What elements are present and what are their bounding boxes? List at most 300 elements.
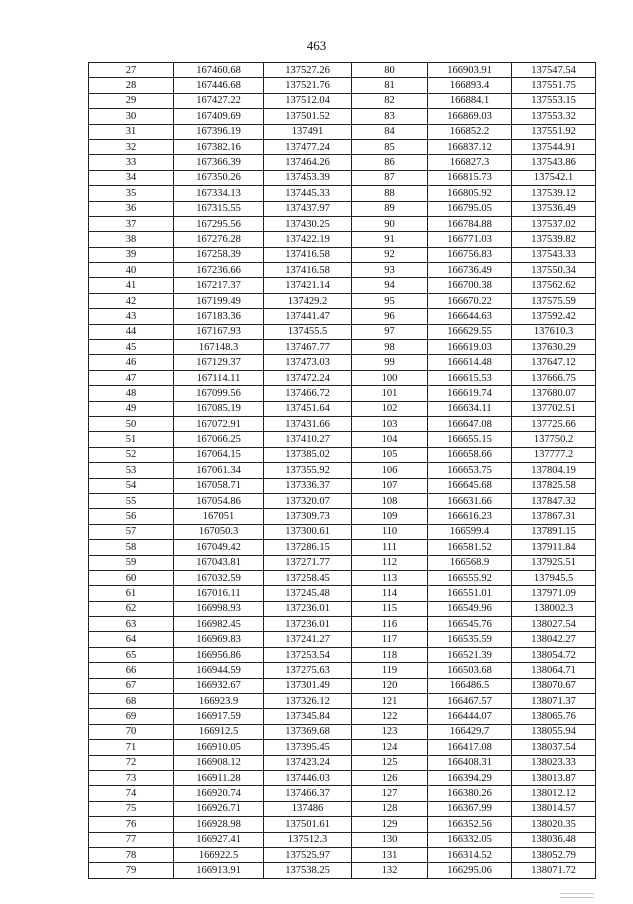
x-coordinate-right-cell: 166367.99 [428, 801, 512, 816]
point-number-right-cell: 86 [352, 155, 428, 170]
point-number-right-cell: 100 [352, 370, 428, 385]
y-coordinate-right-cell: 137562.62 [512, 278, 596, 293]
y-coordinate-left-cell: 137336.37 [264, 478, 352, 493]
x-coordinate-right-cell: 166645.68 [428, 478, 512, 493]
point-number-left-cell: 73 [89, 770, 174, 785]
point-number-right-cell: 113 [352, 570, 428, 585]
x-coordinate-left-cell: 166928.98 [174, 817, 264, 832]
y-coordinate-right-cell: 138002.3 [512, 601, 596, 616]
point-number-right-cell: 103 [352, 416, 428, 431]
x-coordinate-left-cell: 167061.34 [174, 463, 264, 478]
y-coordinate-left-cell: 137410.27 [264, 432, 352, 447]
point-number-left-cell: 50 [89, 416, 174, 431]
point-number-right-cell: 94 [352, 278, 428, 293]
point-number-right-cell: 122 [352, 709, 428, 724]
table-row [89, 617, 596, 632]
table-row [89, 155, 596, 170]
table-row [89, 647, 596, 662]
x-coordinate-left-cell: 166910.05 [174, 740, 264, 755]
y-coordinate-left-cell: 137300.61 [264, 524, 352, 539]
y-coordinate-right-cell: 137544.91 [512, 139, 596, 154]
y-coordinate-left-cell: 137441.47 [264, 309, 352, 324]
y-coordinate-left-cell: 137326.12 [264, 694, 352, 709]
table-row [89, 247, 596, 262]
y-coordinate-right-cell: 137592.42 [512, 309, 596, 324]
y-coordinate-right-cell: 137666.75 [512, 370, 596, 385]
point-number-left-cell: 37 [89, 216, 174, 231]
table-row [89, 93, 596, 108]
point-number-right-cell: 131 [352, 847, 428, 862]
table-row [89, 201, 596, 216]
y-coordinate-right-cell: 138054.72 [512, 647, 596, 662]
y-coordinate-left-cell: 137429.2 [264, 293, 352, 308]
point-number-right-cell: 98 [352, 340, 428, 355]
y-coordinate-left-cell: 137512.04 [264, 93, 352, 108]
point-number-left-cell: 61 [89, 586, 174, 601]
y-coordinate-right-cell: 137550.34 [512, 263, 596, 278]
table-row [89, 524, 596, 539]
y-coordinate-left-cell: 137345.84 [264, 709, 352, 724]
point-number-right-cell: 88 [352, 186, 428, 201]
y-coordinate-left-cell: 137445.33 [264, 186, 352, 201]
point-number-left-cell: 67 [89, 678, 174, 693]
point-number-right-cell: 101 [352, 386, 428, 401]
point-number-left-cell: 45 [89, 340, 174, 355]
point-number-left-cell: 52 [89, 447, 174, 462]
x-coordinate-left-cell: 166982.45 [174, 617, 264, 632]
y-coordinate-right-cell: 138012.12 [512, 786, 596, 801]
y-coordinate-right-cell: 138027.54 [512, 617, 596, 632]
x-coordinate-right-cell: 166670.22 [428, 293, 512, 308]
x-coordinate-left-cell: 166920.74 [174, 786, 264, 801]
y-coordinate-left-cell: 137421.14 [264, 278, 352, 293]
table-row [89, 139, 596, 154]
y-coordinate-left-cell: 137369.68 [264, 724, 352, 739]
point-number-right-cell: 129 [352, 817, 428, 832]
x-coordinate-right-cell: 166634.11 [428, 401, 512, 416]
y-coordinate-left-cell: 137525.97 [264, 847, 352, 862]
y-coordinate-right-cell: 137542.1 [512, 170, 596, 185]
point-number-right-cell: 82 [352, 93, 428, 108]
x-coordinate-right-cell: 166615.53 [428, 370, 512, 385]
table-row [89, 324, 596, 339]
point-number-right-cell: 112 [352, 555, 428, 570]
point-number-right-cell: 125 [352, 755, 428, 770]
y-coordinate-right-cell: 138014.57 [512, 801, 596, 816]
table-row [89, 432, 596, 447]
y-coordinate-right-cell: 137867.31 [512, 509, 596, 524]
y-coordinate-right-cell: 138013.87 [512, 770, 596, 785]
x-coordinate-right-cell: 166700.38 [428, 278, 512, 293]
x-coordinate-left-cell: 167350.26 [174, 170, 264, 185]
x-coordinate-left-cell: 167049.42 [174, 540, 264, 555]
y-coordinate-left-cell: 137385.02 [264, 447, 352, 462]
point-number-right-cell: 114 [352, 586, 428, 601]
x-coordinate-left-cell: 167114.11 [174, 370, 264, 385]
point-number-left-cell: 68 [89, 694, 174, 709]
y-coordinate-left-cell: 137477.24 [264, 139, 352, 154]
x-coordinate-left-cell: 167148.3 [174, 340, 264, 355]
y-coordinate-right-cell: 137551.92 [512, 124, 596, 139]
point-number-left-cell: 70 [89, 724, 174, 739]
y-coordinate-right-cell: 137847.32 [512, 493, 596, 508]
point-number-left-cell: 56 [89, 509, 174, 524]
x-coordinate-left-cell: 166926.71 [174, 801, 264, 816]
x-coordinate-left-cell: 166911.28 [174, 770, 264, 785]
y-coordinate-left-cell: 137512.3 [264, 832, 352, 847]
point-number-left-cell: 48 [89, 386, 174, 401]
point-number-right-cell: 93 [352, 263, 428, 278]
table-row [89, 770, 596, 785]
x-coordinate-left-cell: 167072.91 [174, 416, 264, 431]
table-row [89, 447, 596, 462]
x-coordinate-right-cell: 166655.15 [428, 432, 512, 447]
x-coordinate-right-cell: 166647.08 [428, 416, 512, 431]
y-coordinate-left-cell: 137501.61 [264, 817, 352, 832]
coordinates-table-body [89, 63, 596, 879]
point-number-right-cell: 128 [352, 801, 428, 816]
x-coordinate-left-cell: 166913.91 [174, 863, 264, 878]
table-row [89, 847, 596, 862]
point-number-right-cell: 89 [352, 201, 428, 216]
point-number-right-cell: 102 [352, 401, 428, 416]
x-coordinate-left-cell: 167016.11 [174, 586, 264, 601]
table-row [89, 186, 596, 201]
y-coordinate-left-cell: 137416.58 [264, 263, 352, 278]
point-number-left-cell: 75 [89, 801, 174, 816]
point-number-right-cell: 87 [352, 170, 428, 185]
point-number-right-cell: 108 [352, 493, 428, 508]
x-coordinate-left-cell: 167058.71 [174, 478, 264, 493]
x-coordinate-left-cell: 167043.81 [174, 555, 264, 570]
x-coordinate-right-cell: 166644.63 [428, 309, 512, 324]
y-coordinate-right-cell: 137925.51 [512, 555, 596, 570]
x-coordinate-right-cell: 166467.57 [428, 694, 512, 709]
point-number-left-cell: 27 [89, 63, 174, 78]
y-coordinate-left-cell: 137416.58 [264, 247, 352, 262]
table-row [89, 786, 596, 801]
y-coordinate-right-cell: 137553.15 [512, 93, 596, 108]
point-number-left-cell: 46 [89, 355, 174, 370]
x-coordinate-right-cell: 166568.9 [428, 555, 512, 570]
x-coordinate-left-cell: 166969.83 [174, 632, 264, 647]
y-coordinate-left-cell: 137245.48 [264, 586, 352, 601]
point-number-right-cell: 84 [352, 124, 428, 139]
x-coordinate-left-cell: 167032.59 [174, 570, 264, 585]
y-coordinate-right-cell: 138042.27 [512, 632, 596, 647]
point-number-right-cell: 109 [352, 509, 428, 524]
y-coordinate-left-cell: 137241.27 [264, 632, 352, 647]
table-row [89, 370, 596, 385]
table-row [89, 463, 596, 478]
x-coordinate-right-cell: 166869.03 [428, 109, 512, 124]
point-number-left-cell: 32 [89, 139, 174, 154]
point-number-right-cell: 107 [352, 478, 428, 493]
table-row [89, 832, 596, 847]
y-coordinate-right-cell: 137804.19 [512, 463, 596, 478]
x-coordinate-right-cell: 166784.88 [428, 216, 512, 231]
x-coordinate-right-cell: 166332.05 [428, 832, 512, 847]
y-coordinate-right-cell: 137911.84 [512, 540, 596, 555]
y-coordinate-left-cell: 137301.49 [264, 678, 352, 693]
table-row [89, 278, 596, 293]
table-row [89, 493, 596, 508]
table-row [89, 401, 596, 416]
y-coordinate-left-cell: 137527.26 [264, 63, 352, 78]
y-coordinate-left-cell: 137286.15 [264, 540, 352, 555]
y-coordinate-right-cell: 137702.51 [512, 401, 596, 416]
table-row [89, 586, 596, 601]
x-coordinate-left-cell: 167064.15 [174, 447, 264, 462]
point-number-right-cell: 110 [352, 524, 428, 539]
point-number-left-cell: 78 [89, 847, 174, 862]
x-coordinate-left-cell: 167334.13 [174, 186, 264, 201]
x-coordinate-left-cell: 166944.59 [174, 663, 264, 678]
point-number-left-cell: 60 [89, 570, 174, 585]
x-coordinate-left-cell: 167258.39 [174, 247, 264, 262]
x-coordinate-left-cell: 167129.37 [174, 355, 264, 370]
point-number-right-cell: 90 [352, 216, 428, 231]
x-coordinate-left-cell: 167396.19 [174, 124, 264, 139]
point-number-right-cell: 97 [352, 324, 428, 339]
x-coordinate-right-cell: 166884.1 [428, 93, 512, 108]
x-coordinate-left-cell: 167427.22 [174, 93, 264, 108]
y-coordinate-right-cell: 137537.02 [512, 216, 596, 231]
point-number-left-cell: 65 [89, 647, 174, 662]
point-number-right-cell: 91 [352, 232, 428, 247]
point-number-right-cell: 119 [352, 663, 428, 678]
y-coordinate-right-cell: 137547.54 [512, 63, 596, 78]
y-coordinate-left-cell: 137430.25 [264, 216, 352, 231]
y-coordinate-left-cell: 137309.73 [264, 509, 352, 524]
x-coordinate-left-cell: 167066.25 [174, 432, 264, 447]
x-coordinate-right-cell: 166827.3 [428, 155, 512, 170]
x-coordinate-right-cell: 166417.08 [428, 740, 512, 755]
table-row [89, 509, 596, 524]
point-number-left-cell: 44 [89, 324, 174, 339]
x-coordinate-left-cell: 166923.9 [174, 694, 264, 709]
point-number-left-cell: 62 [89, 601, 174, 616]
table-row [89, 540, 596, 555]
table-row [89, 293, 596, 308]
point-number-right-cell: 83 [352, 109, 428, 124]
y-coordinate-right-cell: 138064.71 [512, 663, 596, 678]
x-coordinate-left-cell: 167054.86 [174, 493, 264, 508]
y-coordinate-right-cell: 137777.2 [512, 447, 596, 462]
point-number-left-cell: 40 [89, 263, 174, 278]
y-coordinate-left-cell: 137422.19 [264, 232, 352, 247]
y-coordinate-left-cell: 137431.66 [264, 416, 352, 431]
y-coordinate-right-cell: 137971.09 [512, 586, 596, 601]
x-coordinate-right-cell: 166815.73 [428, 170, 512, 185]
point-number-right-cell: 132 [352, 863, 428, 878]
table-row [89, 755, 596, 770]
point-number-right-cell: 130 [352, 832, 428, 847]
x-coordinate-left-cell: 167085.19 [174, 401, 264, 416]
y-coordinate-right-cell: 138023.33 [512, 755, 596, 770]
x-coordinate-right-cell: 166599.4 [428, 524, 512, 539]
y-coordinate-right-cell: 137539.12 [512, 186, 596, 201]
x-coordinate-left-cell: 167460.68 [174, 63, 264, 78]
y-coordinate-right-cell: 137750.2 [512, 432, 596, 447]
y-coordinate-right-cell: 138020.35 [512, 817, 596, 832]
x-coordinate-right-cell: 166503.68 [428, 663, 512, 678]
point-number-left-cell: 28 [89, 78, 174, 93]
y-coordinate-right-cell: 137536.49 [512, 201, 596, 216]
x-coordinate-right-cell: 166771.03 [428, 232, 512, 247]
y-coordinate-right-cell: 137551.75 [512, 78, 596, 93]
y-coordinate-left-cell: 137236.01 [264, 601, 352, 616]
point-number-left-cell: 54 [89, 478, 174, 493]
x-coordinate-left-cell: 167183.36 [174, 309, 264, 324]
x-coordinate-left-cell: 167217.37 [174, 278, 264, 293]
x-coordinate-left-cell: 166927.41 [174, 832, 264, 847]
table-row [89, 817, 596, 832]
x-coordinate-right-cell: 166380.26 [428, 786, 512, 801]
y-coordinate-right-cell: 137543.86 [512, 155, 596, 170]
point-number-left-cell: 33 [89, 155, 174, 170]
table-row [89, 801, 596, 816]
x-coordinate-right-cell: 166658.66 [428, 447, 512, 462]
x-coordinate-right-cell: 166903.91 [428, 63, 512, 78]
y-coordinate-left-cell: 137466.72 [264, 386, 352, 401]
point-number-left-cell: 39 [89, 247, 174, 262]
point-number-left-cell: 55 [89, 493, 174, 508]
y-coordinate-right-cell: 138071.37 [512, 694, 596, 709]
y-coordinate-right-cell: 137575.59 [512, 293, 596, 308]
x-coordinate-right-cell: 166837.12 [428, 139, 512, 154]
point-number-left-cell: 36 [89, 201, 174, 216]
x-coordinate-right-cell: 166619.03 [428, 340, 512, 355]
x-coordinate-right-cell: 166619.74 [428, 386, 512, 401]
x-coordinate-left-cell: 167051 [174, 509, 264, 524]
y-coordinate-right-cell: 137630.29 [512, 340, 596, 355]
page-number: 463 [306, 38, 327, 53]
point-number-left-cell: 41 [89, 278, 174, 293]
point-number-left-cell: 79 [89, 863, 174, 878]
y-coordinate-right-cell: 138065.76 [512, 709, 596, 724]
point-number-right-cell: 116 [352, 617, 428, 632]
point-number-left-cell: 66 [89, 663, 174, 678]
x-coordinate-left-cell: 166908.12 [174, 755, 264, 770]
point-number-left-cell: 59 [89, 555, 174, 570]
point-number-left-cell: 51 [89, 432, 174, 447]
y-coordinate-left-cell: 137395.45 [264, 740, 352, 755]
x-coordinate-left-cell: 167382.16 [174, 139, 264, 154]
x-coordinate-right-cell: 166295.06 [428, 863, 512, 878]
x-coordinate-right-cell: 166629.55 [428, 324, 512, 339]
point-number-left-cell: 53 [89, 463, 174, 478]
y-coordinate-left-cell: 137464.26 [264, 155, 352, 170]
y-coordinate-right-cell: 137647.12 [512, 355, 596, 370]
y-coordinate-left-cell: 137521.76 [264, 78, 352, 93]
point-number-left-cell: 64 [89, 632, 174, 647]
x-coordinate-left-cell: 167446.68 [174, 78, 264, 93]
y-coordinate-right-cell: 138055.94 [512, 724, 596, 739]
table-row [89, 232, 596, 247]
y-coordinate-left-cell: 137538.25 [264, 863, 352, 878]
x-coordinate-right-cell: 166581.52 [428, 540, 512, 555]
table-row [89, 309, 596, 324]
table-row [89, 709, 596, 724]
x-coordinate-left-cell: 166912.5 [174, 724, 264, 739]
x-coordinate-left-cell: 167199.49 [174, 293, 264, 308]
y-coordinate-right-cell: 138052.79 [512, 847, 596, 862]
y-coordinate-left-cell: 137253.54 [264, 647, 352, 662]
point-number-right-cell: 104 [352, 432, 428, 447]
y-coordinate-left-cell: 137446.03 [264, 770, 352, 785]
point-number-left-cell: 49 [89, 401, 174, 416]
point-number-right-cell: 96 [352, 309, 428, 324]
x-coordinate-right-cell: 166444.07 [428, 709, 512, 724]
x-coordinate-right-cell: 166394.29 [428, 770, 512, 785]
table-row [89, 355, 596, 370]
point-number-right-cell: 120 [352, 678, 428, 693]
point-number-right-cell: 117 [352, 632, 428, 647]
y-coordinate-left-cell: 137491 [264, 124, 352, 139]
y-coordinate-left-cell: 137453.39 [264, 170, 352, 185]
page-corner-mark [560, 893, 594, 898]
point-number-right-cell: 124 [352, 740, 428, 755]
point-number-right-cell: 99 [352, 355, 428, 370]
table-row [89, 63, 596, 78]
y-coordinate-right-cell: 138037.54 [512, 740, 596, 755]
y-coordinate-left-cell: 137258.45 [264, 570, 352, 585]
table-row [89, 863, 596, 878]
y-coordinate-left-cell: 137455.5 [264, 324, 352, 339]
table-row [89, 416, 596, 431]
x-coordinate-right-cell: 166893.4 [428, 78, 512, 93]
table-row [89, 170, 596, 185]
point-number-right-cell: 111 [352, 540, 428, 555]
point-number-left-cell: 29 [89, 93, 174, 108]
point-number-right-cell: 85 [352, 139, 428, 154]
y-coordinate-left-cell: 137355.92 [264, 463, 352, 478]
point-number-right-cell: 126 [352, 770, 428, 785]
x-coordinate-right-cell: 166535.59 [428, 632, 512, 647]
point-number-right-cell: 121 [352, 694, 428, 709]
x-coordinate-left-cell: 167409.69 [174, 109, 264, 124]
point-number-right-cell: 105 [352, 447, 428, 462]
point-number-left-cell: 31 [89, 124, 174, 139]
point-number-right-cell: 127 [352, 786, 428, 801]
table-row [89, 740, 596, 755]
table-row [89, 601, 596, 616]
x-coordinate-left-cell: 167366.39 [174, 155, 264, 170]
y-coordinate-left-cell: 137320.07 [264, 493, 352, 508]
y-coordinate-right-cell: 137610.3 [512, 324, 596, 339]
y-coordinate-left-cell: 137486 [264, 801, 352, 816]
x-coordinate-left-cell: 166917.59 [174, 709, 264, 724]
coordinates-table [88, 62, 596, 879]
x-coordinate-left-cell: 166932.67 [174, 678, 264, 693]
point-number-left-cell: 69 [89, 709, 174, 724]
table-row [89, 263, 596, 278]
x-coordinate-right-cell: 166555.92 [428, 570, 512, 585]
point-number-right-cell: 95 [352, 293, 428, 308]
point-number-left-cell: 72 [89, 755, 174, 770]
x-coordinate-left-cell: 166998.93 [174, 601, 264, 616]
table-row [89, 216, 596, 231]
y-coordinate-left-cell: 137451.64 [264, 401, 352, 416]
x-coordinate-right-cell: 166545.76 [428, 617, 512, 632]
point-number-left-cell: 35 [89, 186, 174, 201]
x-coordinate-left-cell: 167276.28 [174, 232, 264, 247]
point-number-left-cell: 38 [89, 232, 174, 247]
x-coordinate-right-cell: 166314.52 [428, 847, 512, 862]
point-number-left-cell: 43 [89, 309, 174, 324]
y-coordinate-left-cell: 137472.24 [264, 370, 352, 385]
